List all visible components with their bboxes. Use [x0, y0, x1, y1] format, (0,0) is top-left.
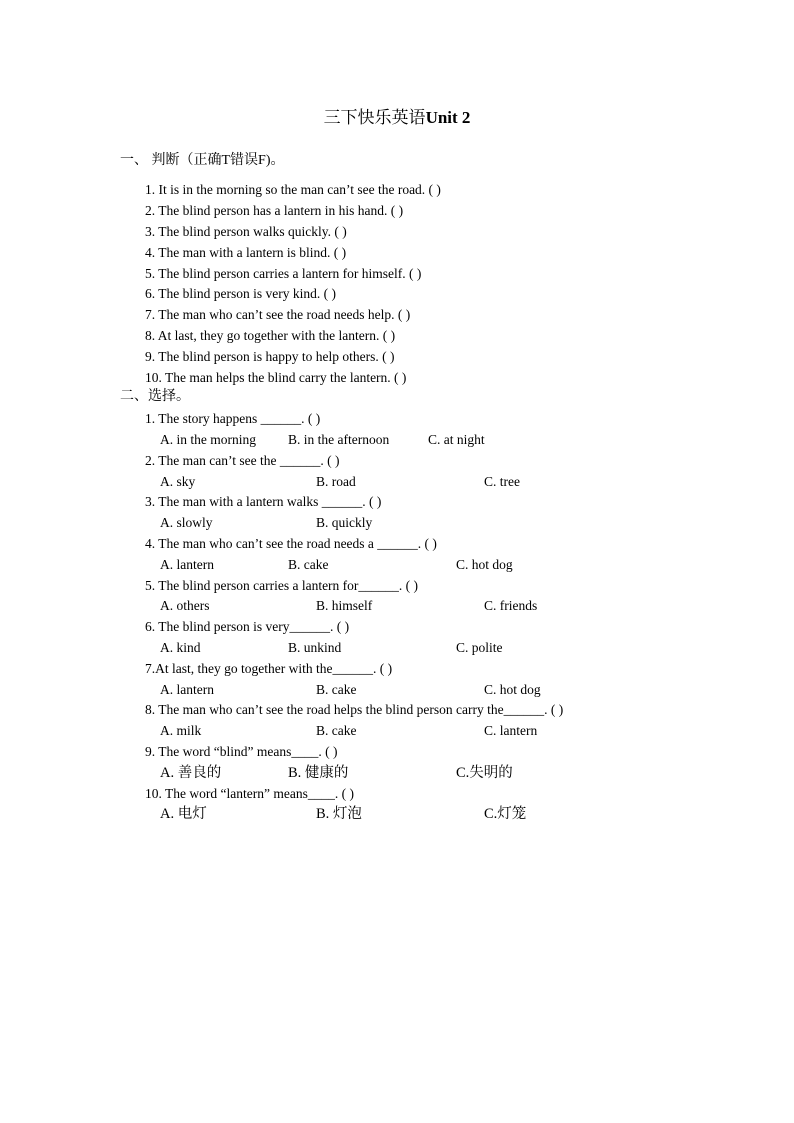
true-false-item-6: 6. The blind person is very kind. ( )	[145, 286, 336, 301]
choice-option-8a: A. milk	[160, 723, 202, 738]
choice-option-8c: C. lantern	[484, 723, 538, 738]
choice-question-9: 9. The word “blind” means____. ( )	[145, 744, 338, 759]
true-false-item-8: 8. At last, they go together with the lantern. ( )	[145, 328, 396, 343]
choice-option-6c: C. polite	[456, 640, 503, 655]
choice-option-2c: C. tree	[484, 474, 520, 489]
section-heading-true-false: 一、 判断（正确T错误F)。	[120, 153, 285, 168]
true-false-item-10: 10. The man helps the blind carry the lantern. ( )	[145, 370, 407, 385]
choice-option-2b: B. road	[316, 474, 356, 489]
choice-question-4: 4. The man who can’t see the road needs a ______. ( )	[145, 536, 437, 551]
choice-option-2a: A. sky	[160, 474, 196, 489]
choice-option-7c: C. hot dog	[484, 682, 541, 697]
choice-option-9c: C.失明的	[456, 765, 513, 781]
true-false-item-4: 4. The man with a lantern is blind. ( )	[145, 245, 347, 260]
choice-question-3: 3. The man with a lantern walks ______. ( )	[145, 494, 382, 509]
choice-option-5c: C. friends	[484, 598, 538, 613]
choice-option-3a: A. slowly	[160, 515, 213, 530]
choice-question-8: 8. The man who can’t see the road helps the blind person carry the______. ( )	[145, 702, 564, 717]
choice-option-1b: B. in the afternoon	[288, 432, 390, 447]
true-false-item-9: 9. The blind person is happy to help others. ( )	[145, 349, 395, 364]
choice-question-1: 1. The story happens ______. ( )	[145, 411, 321, 426]
choice-option-7a: A. lantern	[160, 682, 214, 697]
title-unit: Unit 2	[425, 108, 471, 127]
choice-option-10a: A. 电灯	[160, 806, 207, 822]
choice-option-5a: A. others	[160, 598, 210, 613]
section-heading-choice: 二、选择。	[120, 389, 190, 404]
choice-option-5b: B. himself	[316, 598, 373, 613]
choice-option-9a: A. 善良的	[160, 765, 222, 781]
choice-option-4b: B. cake	[288, 557, 329, 572]
choice-option-3b: B. quickly	[316, 515, 373, 530]
true-false-item-5: 5. The blind person carries a lantern for himself. ( )	[145, 266, 422, 281]
choice-option-8b: B. cake	[316, 723, 357, 738]
choice-option-1a: A. in the morning	[160, 432, 256, 447]
choice-option-10b: B. 灯泡	[316, 806, 362, 822]
choice-option-6b: B. unkind	[288, 640, 342, 655]
title-chinese: 三下快乐英语	[323, 108, 426, 127]
page-title	[0, 106, 794, 130]
choice-option-1c: C. at night	[428, 432, 485, 447]
choice-question-2: 2. The man can’t see the ______. ( )	[145, 453, 340, 468]
choice-option-6a: A. kind	[160, 640, 201, 655]
true-false-item-7: 7. The man who can’t see the road needs help. ( )	[145, 307, 411, 322]
choice-option-10c: C.灯笼	[484, 806, 527, 822]
choice-question-7: 7.At last, they go together with the______. ( )	[145, 661, 393, 676]
choice-option-4a: A. lantern	[160, 557, 214, 572]
choice-option-4c: C. hot dog	[456, 557, 513, 572]
true-false-item-1: 1. It is in the morning so the man can’t see the road. ( )	[145, 182, 441, 197]
choice-option-9b: B. 健康的	[288, 765, 349, 781]
choice-question-10: 10. The word “lantern” means____. ( )	[145, 786, 354, 801]
choice-question-6: 6. The blind person is very______. ( )	[145, 619, 350, 634]
choice-question-5: 5. The blind person carries a lantern for______. ( )	[145, 578, 419, 593]
true-false-item-2: 2. The blind person has a lantern in his hand. ( )	[145, 203, 404, 218]
choice-option-7b: B. cake	[316, 682, 357, 697]
true-false-item-3: 3. The blind person walks quickly. ( )	[145, 224, 347, 239]
